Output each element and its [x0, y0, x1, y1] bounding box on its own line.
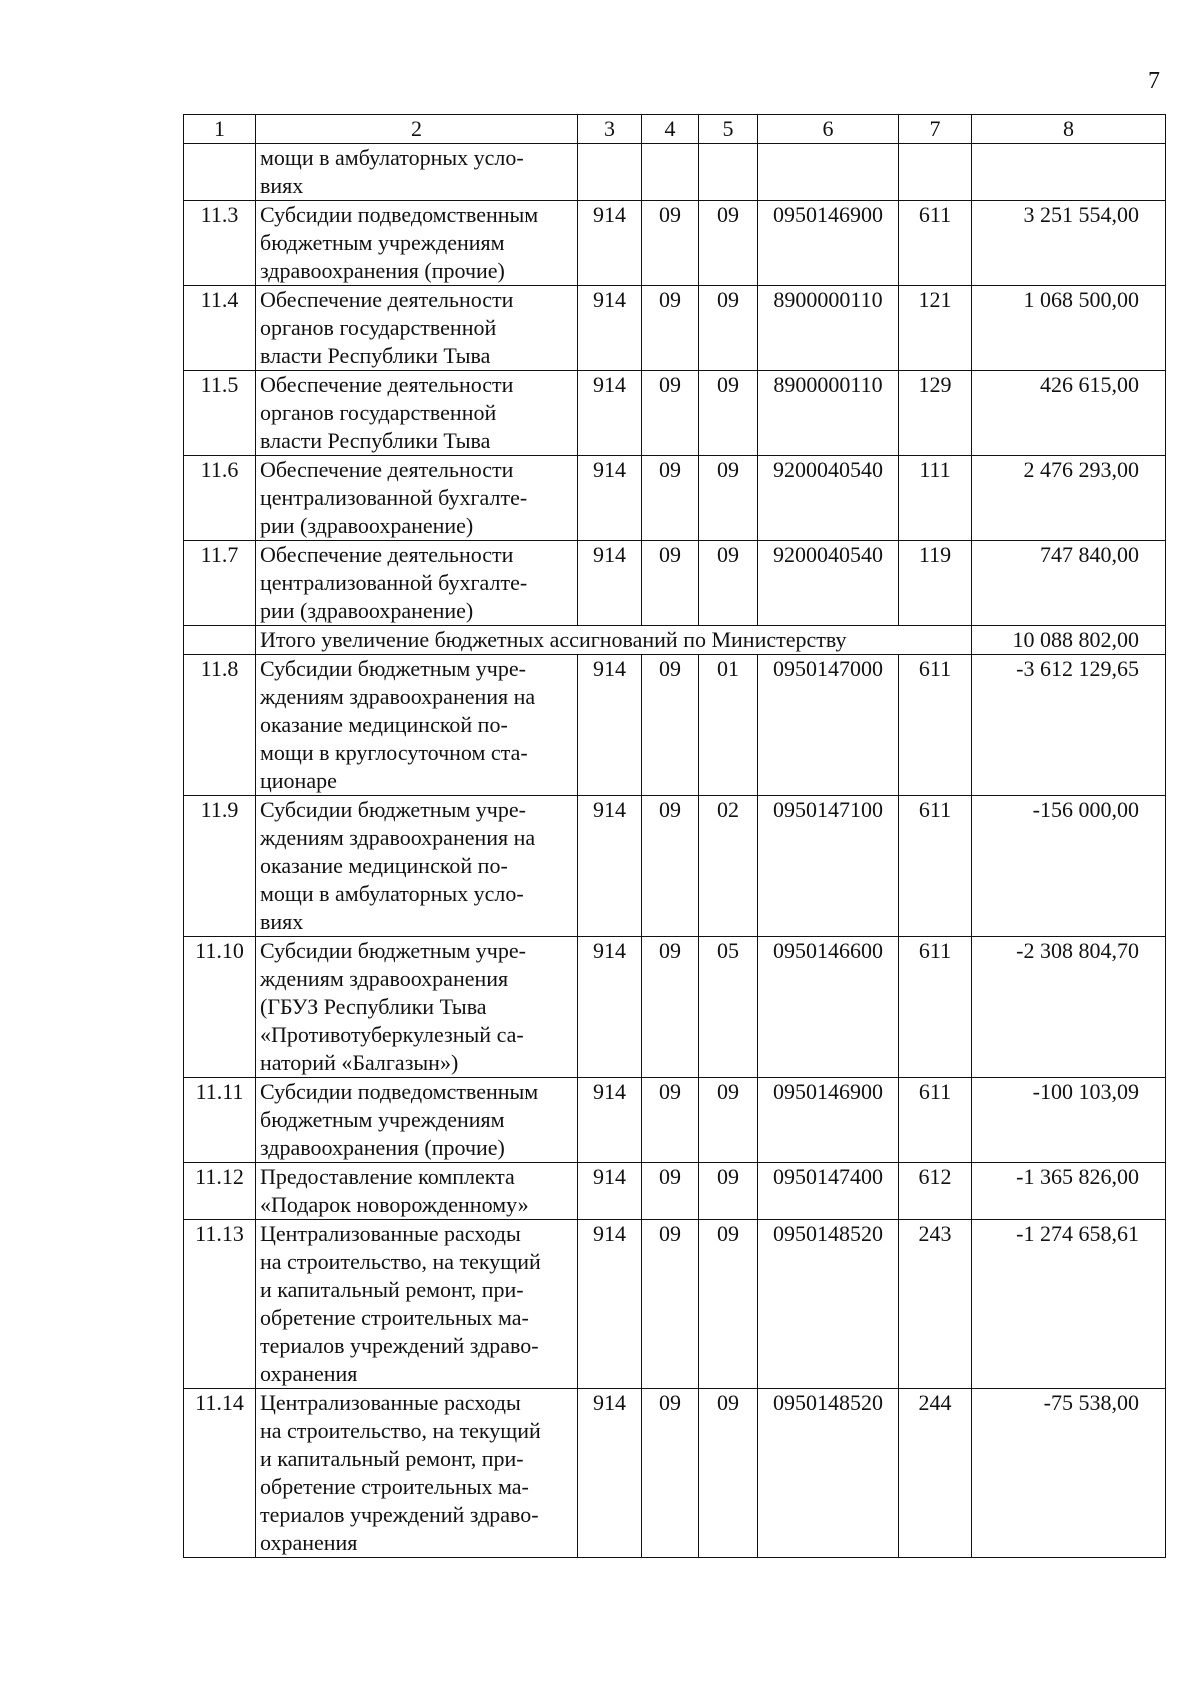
target-article-code: 8900000110 [758, 371, 899, 456]
section-code: 09 [642, 937, 699, 1078]
table-row [184, 1389, 1166, 1558]
header-cell: 1 [184, 115, 256, 144]
expense-type-code: 612 [899, 1163, 972, 1220]
item-description: Централизованные расходы на строительство, на текущий и капитальный ремонт, при- обретение строительных ма- териалов учреждений здраво- охранения [256, 1389, 578, 1558]
ministry-code: 914 [578, 541, 642, 626]
ministry-code: 914 [578, 655, 642, 796]
table-row [184, 655, 1166, 796]
section-code: 09 [642, 201, 699, 286]
amount: -156 000,00 [972, 796, 1166, 937]
target-article-code: 9200040540 [758, 541, 899, 626]
amount: -1 365 826,00 [972, 1163, 1166, 1220]
item-number: 11.8 [184, 655, 256, 796]
item-description: Субсидии бюджетным учре- ждениям здравоохранения (ГБУЗ Республики Тыва «Противотуберкулезный са- наторий «Балгазын») [256, 937, 578, 1078]
item-number [184, 144, 256, 201]
item-description: Обеспечение деятельности централизованной бухгалте- рии (здравоохранение) [256, 456, 578, 541]
item-description: Субсидии бюджетным учре- ждениям здравоохранения на оказание медицинской по- мощи в амбулаторных усло- виях [256, 796, 578, 937]
ministry-code: 914 [578, 201, 642, 286]
subsection-code: 09 [699, 1078, 758, 1163]
header-cell: 2 [256, 115, 578, 144]
expense-type-code: 111 [899, 456, 972, 541]
target-article-code: 8900000110 [758, 286, 899, 371]
ministry-code: 914 [578, 1163, 642, 1220]
amount: -3 612 129,65 [972, 655, 1166, 796]
subsection-code: 09 [699, 286, 758, 371]
ministry-code: 914 [578, 1078, 642, 1163]
item-number: 11.6 [184, 456, 256, 541]
section-code: 09 [642, 796, 699, 937]
target-article-code: 9200040540 [758, 456, 899, 541]
section-code [642, 144, 699, 201]
table-row [184, 1163, 1166, 1220]
header-cell: 4 [642, 115, 699, 144]
table-row [184, 286, 1166, 371]
table-row [184, 796, 1166, 937]
amount [972, 144, 1166, 201]
item-number: 11.10 [184, 937, 256, 1078]
subsection-code [699, 144, 758, 201]
amount: 2 476 293,00 [972, 456, 1166, 541]
budget-table [183, 114, 1166, 1558]
expense-type-code: 129 [899, 371, 972, 456]
item-description: Субсидии подведомственным бюджетным учреждениям здравоохранения (прочие) [256, 1078, 578, 1163]
expense-type-code: 243 [899, 1220, 972, 1389]
item-number: 11.4 [184, 286, 256, 371]
target-article-code: 0950146600 [758, 937, 899, 1078]
expense-type-code: 611 [899, 655, 972, 796]
amount: -75 538,00 [972, 1389, 1166, 1558]
target-article-code: 0950146900 [758, 201, 899, 286]
header-cell: 7 [899, 115, 972, 144]
target-article-code: 0950147000 [758, 655, 899, 796]
ministry-code: 914 [578, 796, 642, 937]
table-row [184, 1078, 1166, 1163]
amount: 747 840,00 [972, 541, 1166, 626]
expense-type-code: 611 [899, 201, 972, 286]
amount: 426 615,00 [972, 371, 1166, 456]
expense-type-code [899, 144, 972, 201]
subsection-code: 09 [699, 541, 758, 626]
item-number: 11.14 [184, 1389, 256, 1558]
target-article-code: 0950147400 [758, 1163, 899, 1220]
expense-type-code: 611 [899, 796, 972, 937]
ministry-code: 914 [578, 286, 642, 371]
page-number: 7 [1148, 68, 1160, 94]
item-number: 11.3 [184, 201, 256, 286]
subsection-code: 05 [699, 937, 758, 1078]
section-code: 09 [642, 1078, 699, 1163]
ministry-code: 914 [578, 456, 642, 541]
section-code: 09 [642, 371, 699, 456]
ministry-code: 914 [578, 1389, 642, 1558]
subsection-code: 01 [699, 655, 758, 796]
table-row [184, 937, 1166, 1078]
target-article-code: 0950146900 [758, 1078, 899, 1163]
item-number: 11.12 [184, 1163, 256, 1220]
item-description: мощи в амбулаторных усло- виях [256, 144, 578, 201]
expense-type-code: 119 [899, 541, 972, 626]
item-description: Обеспечение деятельности централизованной бухгалте- рии (здравоохранение) [256, 541, 578, 626]
item-description: Субсидии бюджетным учре- ждениям здравоохранения на оказание медицинской по- мощи в круглосуточном ста- ционаре [256, 655, 578, 796]
subsection-code: 09 [699, 371, 758, 456]
amount: -100 103,09 [972, 1078, 1166, 1163]
section-code: 09 [642, 1163, 699, 1220]
section-code: 09 [642, 1220, 699, 1389]
target-article-code: 0950148520 [758, 1220, 899, 1389]
ministry-code: 914 [578, 937, 642, 1078]
item-description: Централизованные расходы на строительство, на текущий и капитальный ремонт, при- обретение строительных ма- териалов учреждений здраво- охранения [256, 1220, 578, 1389]
subsection-code: 09 [699, 201, 758, 286]
item-number: 11.9 [184, 796, 256, 937]
target-article-code [758, 144, 899, 201]
expense-type-code: 244 [899, 1389, 972, 1558]
amount: 1 068 500,00 [972, 286, 1166, 371]
item-number: 11.11 [184, 1078, 256, 1163]
table-row [184, 541, 1166, 626]
item-number: 11.5 [184, 371, 256, 456]
section-code: 09 [642, 456, 699, 541]
table-row [184, 371, 1166, 456]
section-code: 09 [642, 541, 699, 626]
total-sum: 10 088 802,00 [972, 626, 1166, 655]
ministry-code: 914 [578, 1220, 642, 1389]
expense-type-code: 611 [899, 1078, 972, 1163]
subsection-code: 09 [699, 1163, 758, 1220]
table-row [184, 144, 1166, 201]
subsection-code: 02 [699, 796, 758, 937]
subsection-code: 09 [699, 1389, 758, 1558]
table-row [184, 201, 1166, 286]
subsection-code: 09 [699, 1220, 758, 1389]
item-description: Обеспечение деятельности органов государственной власти Республики Тыва [256, 286, 578, 371]
expense-type-code: 611 [899, 937, 972, 1078]
header-cell: 6 [758, 115, 899, 144]
amount: -1 274 658,61 [972, 1220, 1166, 1389]
expense-type-code: 121 [899, 286, 972, 371]
section-code: 09 [642, 655, 699, 796]
item-number: 11.13 [184, 1220, 256, 1389]
amount: 3 251 554,00 [972, 201, 1166, 286]
target-article-code: 0950148520 [758, 1389, 899, 1558]
ministry-code: 914 [578, 371, 642, 456]
subsection-code: 09 [699, 456, 758, 541]
ministry-code [578, 144, 642, 201]
section-code: 09 [642, 286, 699, 371]
item-description: Субсидии подведомственным бюджетным учреждениям здравоохранения (прочие) [256, 201, 578, 286]
total-row [184, 626, 1166, 655]
target-article-code: 0950147100 [758, 796, 899, 937]
total-empty-cell [184, 626, 256, 655]
section-code: 09 [642, 1389, 699, 1558]
table-row [184, 1220, 1166, 1389]
total-label: Итого увеличение бюджетных ассигнований по Министерству [256, 626, 972, 655]
header-cell: 3 [578, 115, 642, 144]
item-description: Предоставление комплекта «Подарок новорожденному» [256, 1163, 578, 1220]
header-row [184, 115, 1166, 144]
header-cell: 5 [699, 115, 758, 144]
header-cell: 8 [972, 115, 1166, 144]
item-number: 11.7 [184, 541, 256, 626]
amount: -2 308 804,70 [972, 937, 1166, 1078]
item-description: Обеспечение деятельности органов государственной власти Республики Тыва [256, 371, 578, 456]
table-row [184, 456, 1166, 541]
